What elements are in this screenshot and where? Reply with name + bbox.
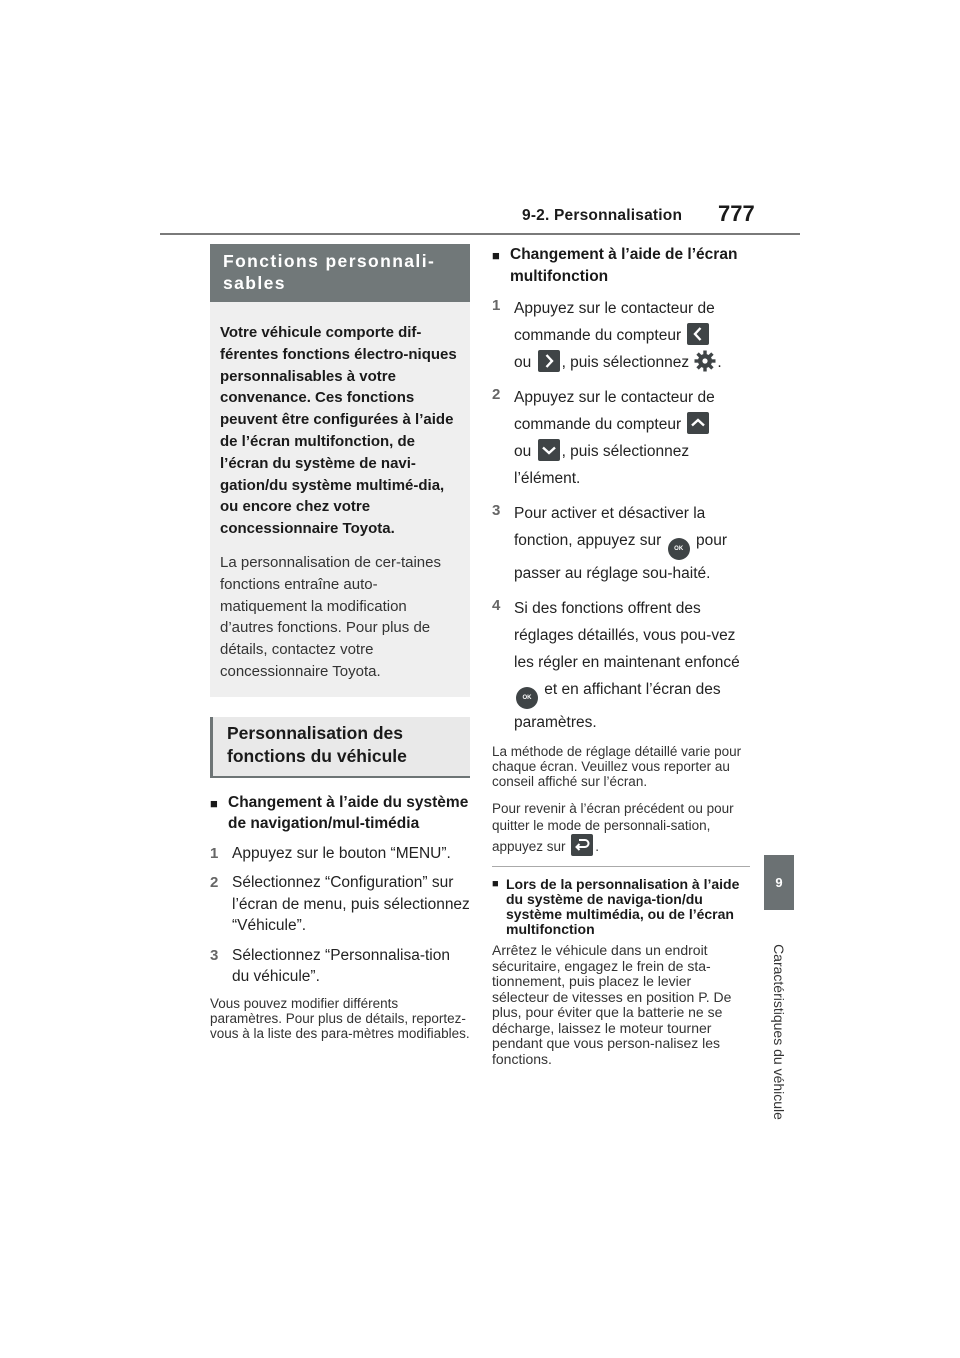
right-step-3	[492, 500, 750, 587]
chapter-tab[interactable]	[764, 855, 794, 910]
caution-heading	[492, 877, 750, 937]
step-text: pour passer au réglage sou-haité.	[514, 532, 727, 582]
divider	[492, 866, 750, 867]
ok-button-icon: OK	[516, 687, 538, 709]
chapter-title: Caractéristiques du véhicule	[771, 944, 787, 1120]
multi-display-heading	[492, 244, 750, 287]
section-title-box: Fonctions personnali-sables	[210, 244, 470, 302]
nav-system-heading-text: Changement à l’aide du système de navigation/mul-timédia	[228, 793, 469, 833]
step-number: 1	[210, 844, 219, 862]
step-number: 4	[492, 597, 501, 614]
left-step-3	[210, 945, 470, 988]
chapter-title-vertical	[764, 912, 794, 1152]
step-text: ou	[514, 354, 536, 371]
ok-button-icon: OK	[668, 538, 690, 560]
back-arrow-icon	[571, 834, 593, 856]
step-text: Appuyez sur le contacteur de commande du compteur	[514, 300, 715, 344]
step-text: Si des fonctions offrent des réglages détaillés, vous pou-vez les régler en maintenant enfoncé	[514, 600, 740, 671]
step-number: 3	[210, 946, 219, 964]
right-note-1: La méthode de réglage détaillé varie pour chaque écran. Veuillez vous reporter au conseil affiché sur l’écran.	[492, 744, 742, 789]
step-number: 1	[492, 297, 501, 314]
step-text: ou	[514, 443, 536, 460]
step-text: Sélectionnez “Personnalisa-tion du véhicule”.	[232, 946, 450, 986]
step-number: 2	[492, 386, 501, 403]
chevron-down-icon	[538, 439, 560, 461]
square-bullet-icon: ■	[492, 878, 499, 890]
square-bullet-icon: ■	[492, 248, 500, 263]
left-step-2	[210, 872, 470, 937]
step-text: et en affichant l’écran des paramètres.	[514, 681, 721, 731]
chapter-number: 9	[775, 875, 783, 890]
step-text: , puis sélectionnez l’élément.	[514, 443, 690, 487]
step-number: 2	[210, 874, 219, 892]
page-number: 777	[718, 201, 755, 226]
intro-box	[210, 302, 470, 697]
right-column	[492, 244, 750, 1067]
caution-body: Arrêtez le véhicule dans un endroit sécuritaire, engagez le frein de sta-tionnement, puis placez le levier sélecteur de vitesses en position P. De plus, pour éviter que la batterie ne se décharge, laissez le moteur tourner pendant que vous person-nalisez les fonctions.	[492, 942, 732, 1067]
step-text: Appuyez sur le contacteur de commande du compteur	[514, 389, 715, 433]
right-step-1	[492, 295, 750, 376]
square-bullet-icon: ■	[210, 795, 218, 811]
left-step-1	[210, 843, 470, 865]
right-step-4	[492, 595, 750, 736]
chevron-right-icon	[538, 350, 560, 372]
chevron-up-icon	[687, 412, 709, 434]
step-text: .	[717, 354, 722, 371]
left-note: Vous pouvez modifier différents paramètres. Pour plus de détails, reportez-vous à la liste des para-mètres modifiables.	[210, 995, 470, 1041]
step-number: 3	[492, 502, 501, 519]
section-title: 9-2. Personnalisation	[522, 207, 683, 224]
intro-plain-text: La personnalisation de cer-taines fonctions entraîne auto-matiquement la modification d’autres fonctions. Pour plus de détails, contactez votre concessionnaire Toyota.	[220, 553, 441, 680]
intro-bold-text: Votre véhicule comporte dif-férentes fonctions électro-niques personnalisables à votre convenance. Ces fonctions peuvent être configurées à l’aide de l’écran multifonction, de l’écran du système de navi-gation/du système multimé-dia, ou encore chez votre concessionnaire Toyota.	[220, 324, 457, 538]
step-text: Appuyez sur le bouton “MENU”.	[232, 844, 451, 862]
chevron-left-icon	[687, 323, 709, 345]
header-rule	[160, 233, 800, 235]
right-step-2	[492, 384, 750, 492]
right-note-2	[492, 801, 750, 856]
note-text: Pour revenir à l’écran précédent ou pour quitter le mode de personnali-sation, appuyez sur	[492, 801, 734, 854]
nav-system-heading	[210, 792, 470, 835]
subsection-title: Personnalisation des fonctions du véhicule	[210, 717, 470, 778]
caution-heading-text: Lors de la personnalisation à l’aide du système de naviga-tion/du système multimédia, ou de l’écran multifonction	[506, 876, 740, 937]
step-text: Pour activer et désactiver la fonction, appuyez sur	[514, 505, 706, 549]
multi-display-heading-text: Changement à l’aide de l’écran multifonction	[510, 246, 738, 285]
left-column	[210, 244, 470, 1041]
step-text: Sélectionnez “Configuration” sur l’écran de menu, puis sélectionnez “Véhicule”.	[232, 874, 470, 935]
step-text: , puis sélectionnez	[561, 354, 694, 371]
gear-icon	[693, 349, 717, 373]
note-text: .	[595, 839, 600, 854]
